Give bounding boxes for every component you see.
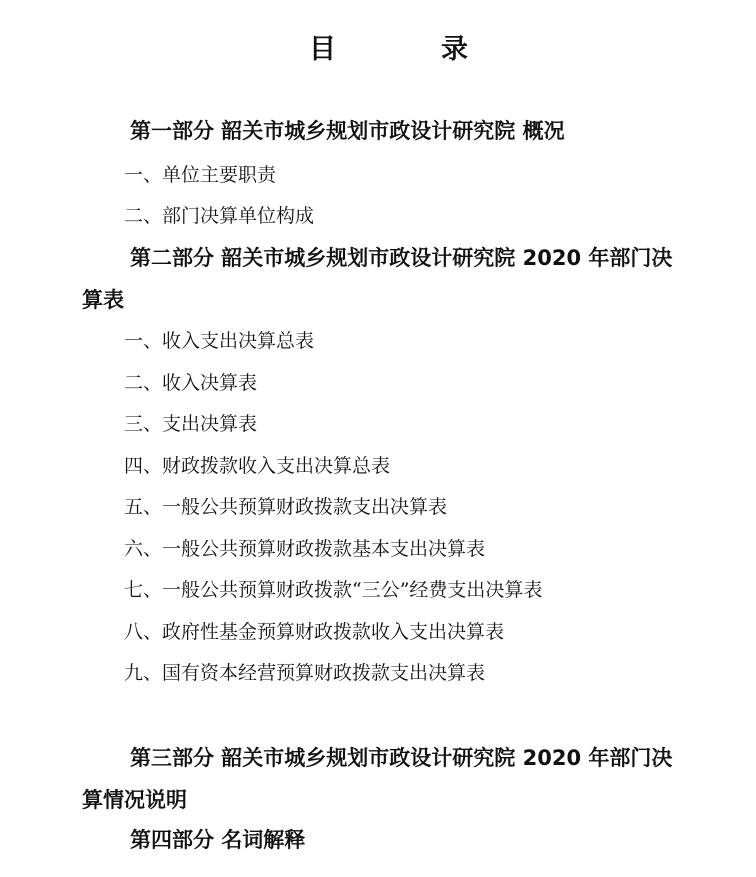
part2-item-2: 二、收入决算表 bbox=[124, 372, 258, 394]
part1-item-1: 一、单位主要职责 bbox=[124, 164, 277, 186]
part1-item-2: 二、部门决算单位构成 bbox=[124, 205, 315, 227]
part2-item-7: 七、一般公共预算财政拨款“三公”经费支出决算表 bbox=[124, 579, 543, 601]
part2-item-9: 九、国有资本经营预算财政拨款支出决算表 bbox=[124, 662, 486, 684]
title-char-1: 目 bbox=[309, 34, 336, 65]
part2-item-8: 八、政府性基金预算财政拨款收入支出决算表 bbox=[124, 621, 505, 643]
title-char-2: 录 bbox=[441, 34, 468, 65]
part2-heading: 第二部分 韶关市城乡规划市政设计研究院 2020 年部门决算表 bbox=[82, 246, 673, 312]
part1-heading: 第一部分 韶关市城乡规划市政设计研究院 概况 bbox=[130, 119, 565, 143]
part2-item-6: 六、一般公共预算财政拨款基本支出决算表 bbox=[124, 538, 486, 560]
part3-heading: 第三部分 韶关市城乡规划市政设计研究院 2020 年部门决算情况说明 bbox=[82, 746, 673, 812]
part2-item-5: 五、一般公共预算财政拨款支出决算表 bbox=[124, 496, 448, 518]
part2-item-3: 三、支出决算表 bbox=[124, 413, 258, 435]
part2-item-4: 四、财政拨款收入支出决算总表 bbox=[124, 455, 391, 477]
part2-item-1: 一、收入支出决算总表 bbox=[124, 330, 315, 352]
part4-heading: 第四部分 名词解释 bbox=[130, 828, 306, 852]
